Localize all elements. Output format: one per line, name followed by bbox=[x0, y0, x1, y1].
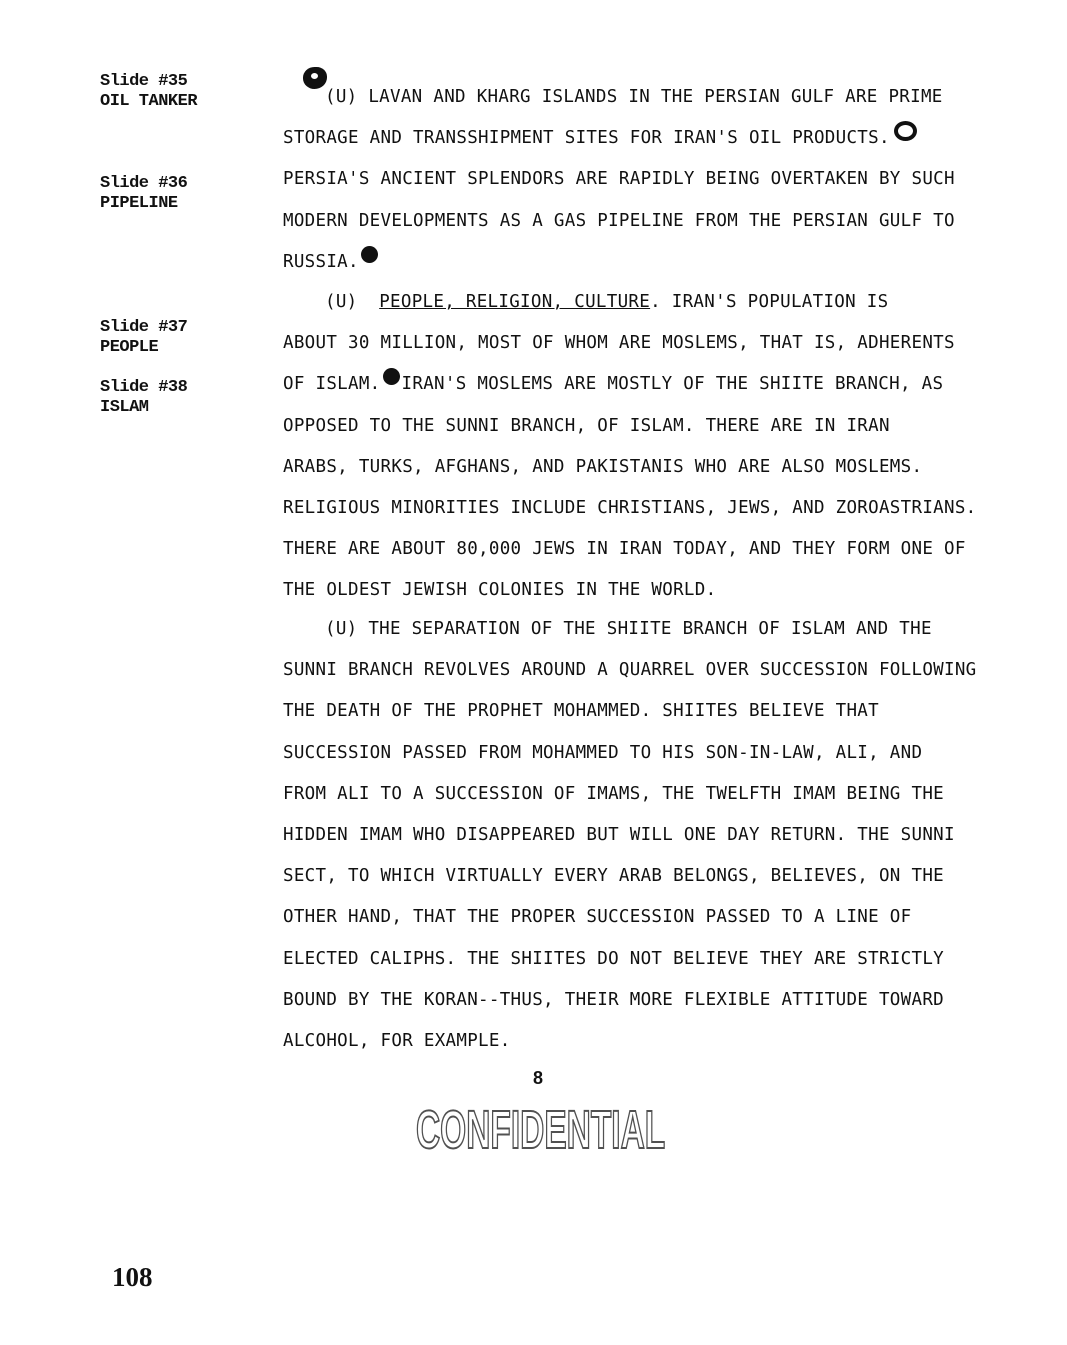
paragraph-oil-sites bbox=[283, 77, 963, 283]
text-segment: . IRAN'S POPULATION IS bbox=[650, 292, 889, 312]
slide-note-38 bbox=[100, 378, 187, 418]
paragraph-shiite-sunni bbox=[283, 609, 977, 1062]
slide-label: Slide #35 bbox=[100, 72, 188, 91]
classification-marker: (U) bbox=[325, 292, 358, 312]
text-line bbox=[283, 282, 963, 323]
slide-caption: PEOPLE bbox=[100, 338, 159, 357]
text-line: ELECTED CALIPHS. THE SHIITES DO NOT BELIEVE THEY ARE STRICTLY bbox=[283, 948, 944, 969]
text-line: THE OLDEST JEWISH COLONIES IN THE WORLD. bbox=[283, 580, 717, 601]
text-line: ALCOHOL, FOR EXAMPLE. bbox=[283, 1031, 511, 1052]
text-line bbox=[283, 118, 963, 159]
ink-ring-mark bbox=[894, 121, 917, 141]
text-line: RELIGIOUS MINORITIES INCLUDE CHRISTIANS, JEWS, AND ZOROASTRIANS. bbox=[283, 498, 977, 519]
slide-caption: OIL TANKER bbox=[100, 92, 198, 111]
slide-caption: PIPELINE bbox=[100, 194, 178, 213]
text-line: ARABS, TURKS, AFGHANS, AND PAKISTANIS WHO ARE ALSO MOSLEMS. bbox=[283, 456, 923, 477]
text-line: FROM ALI TO A SUCCESSION OF IMAMS, THE TWELFTH IMAM BEING THE bbox=[283, 783, 944, 804]
text-line bbox=[283, 242, 963, 283]
text-segment: STORAGE AND TRANSSHIPMENT SITES FOR IRAN'S OIL PRODUCTS. bbox=[283, 128, 890, 149]
slide-note-36 bbox=[100, 174, 187, 214]
text-line: THE DEATH OF THE PROPHET MOHAMMED. SHIITES BELIEVE THAT bbox=[283, 701, 879, 722]
slide-caption: ISLAM bbox=[100, 398, 149, 417]
page-number: 8 bbox=[532, 1068, 543, 1088]
paragraph-people-religion bbox=[283, 282, 977, 612]
text-line: (U) THE SEPARATION OF THE SHIITE BRANCH OF ISLAM AND THE bbox=[325, 619, 932, 639]
slide-note-37 bbox=[100, 318, 187, 358]
text-line: SUCCESSION PASSED FROM MOHAMMED TO HIS SON-IN-LAW, ALI, AND bbox=[283, 742, 923, 763]
text-segment: RUSSIA. bbox=[283, 251, 359, 272]
text-line: ABOUT 30 MILLION, MOST OF WHOM ARE MOSLEMS, THAT IS, ADHERENTS bbox=[283, 333, 955, 354]
ink-dot-mark bbox=[361, 246, 378, 263]
folio-number: 108 bbox=[112, 1262, 153, 1292]
text-line: (U) LAVAN AND KHARG ISLANDS IN THE PERSIAN GULF ARE PRIME bbox=[325, 87, 943, 107]
text-line: OTHER HAND, THAT THE PROPER SUCCESSION PASSED TO A LINE OF bbox=[283, 907, 912, 928]
text-line: MODERN DEVELOPMENTS AS A GAS PIPELINE FROM THE PERSIAN GULF TO bbox=[283, 210, 955, 231]
slide-label: Slide #36 bbox=[100, 174, 188, 193]
slide-label: Slide #38 bbox=[100, 378, 188, 397]
text-line: BOUND BY THE KORAN--THUS, THEIR MORE FLEXIBLE ATTITUDE TOWARD bbox=[283, 989, 944, 1010]
text-line: SECT, TO WHICH VIRTUALLY EVERY ARAB BELONGS, BELIEVES, ON THE bbox=[283, 866, 944, 887]
text-line bbox=[283, 364, 963, 405]
ink-dot-mark bbox=[383, 368, 400, 385]
slide-note-35 bbox=[100, 72, 197, 112]
text-line: OPPOSED TO THE SUNNI BRANCH, OF ISLAM. THERE ARE IN IRAN bbox=[283, 415, 890, 436]
classification-stamp: CONFIDENTIAL bbox=[416, 1100, 666, 1160]
slide-label: Slide #37 bbox=[100, 318, 188, 337]
text-line: PERSIA'S ANCIENT SPLENDORS ARE RAPIDLY BEING OVERTAKEN BY SUCH bbox=[283, 169, 955, 190]
text-line: SUNNI BRANCH REVOLVES AROUND A QUARREL OVER SUCCESSION FOLLOWING bbox=[283, 660, 977, 681]
text-segment: IRAN'S MOSLEMS ARE MOSTLY OF THE SHIITE BRANCH, AS bbox=[401, 374, 944, 395]
section-heading: PEOPLE, RELIGION, CULTURE bbox=[379, 292, 651, 312]
text-line: HIDDEN IMAM WHO DISAPPEARED BUT WILL ONE DAY RETURN. THE SUNNI bbox=[283, 825, 955, 846]
text-line: THERE ARE ABOUT 80,000 JEWS IN IRAN TODAY, AND THEY FORM ONE OF bbox=[283, 539, 966, 560]
text-segment: OF ISLAM. bbox=[283, 374, 381, 395]
